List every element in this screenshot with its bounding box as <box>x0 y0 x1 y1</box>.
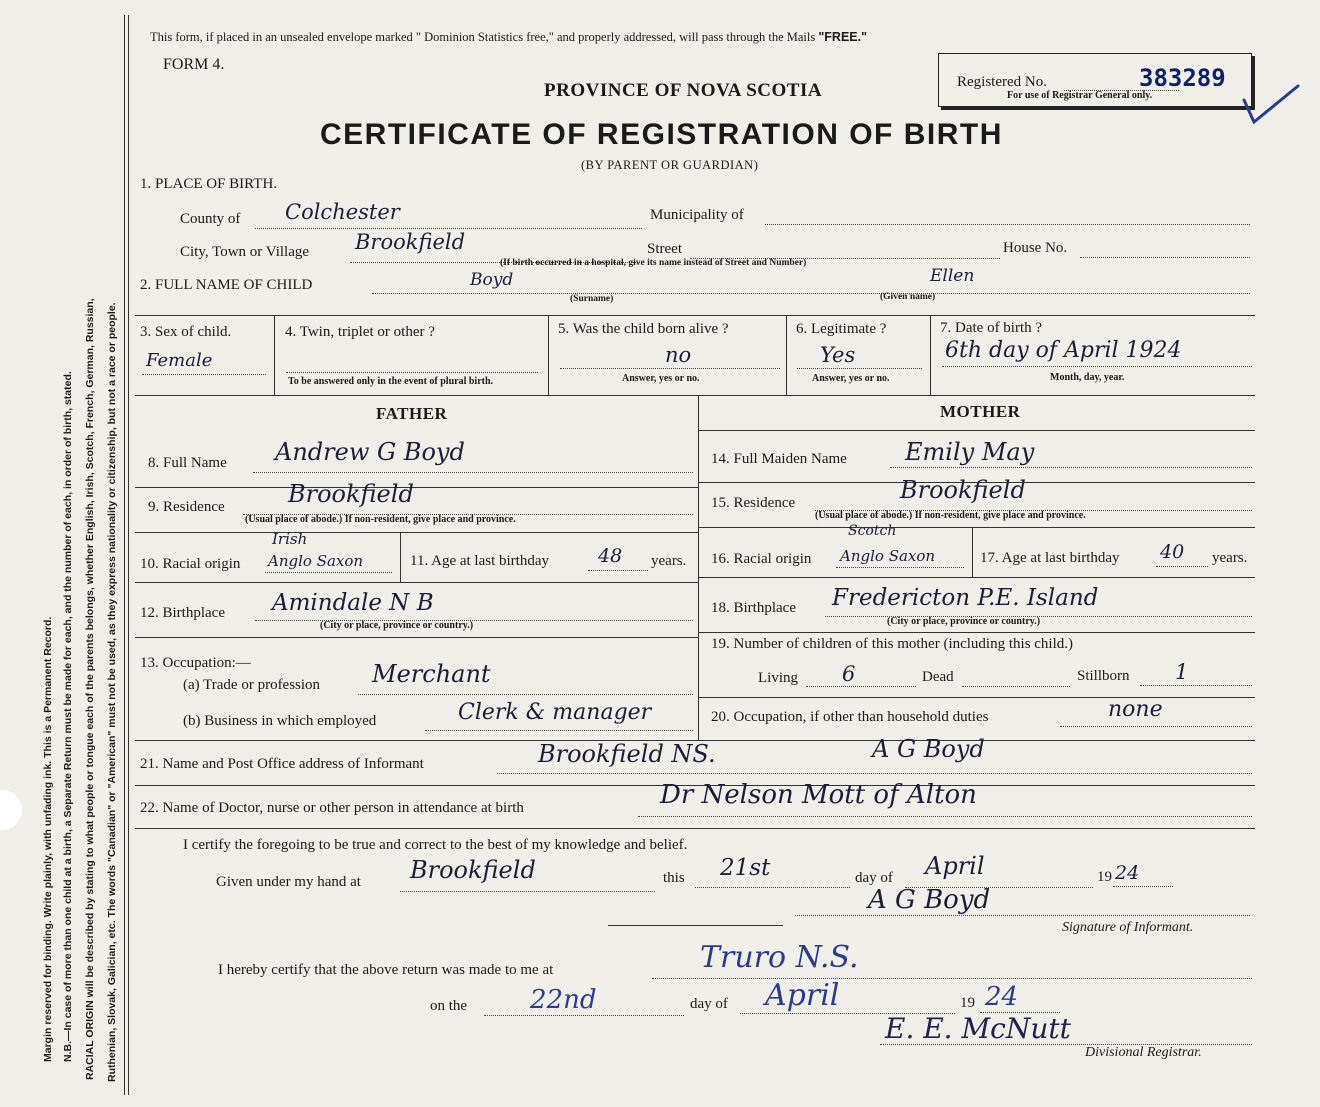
registered-label: Registered No. <box>957 74 1047 90</box>
certify-this-label: this <box>663 870 685 886</box>
mother-row-rule5 <box>698 697 1255 698</box>
registrar-year-prefix: 19 <box>960 995 975 1011</box>
house-no-label: House No. <box>1003 240 1068 256</box>
row3-div4 <box>930 315 931 395</box>
child-given-name-value: Ellen <box>930 266 975 286</box>
mother-birthplace-label: 18. Birthplace <box>711 600 796 616</box>
row3-div1 <box>274 315 275 395</box>
mail-note-text: This form, if placed in an unsealed envelope marked " Dominion Statistics free," and properly addressed, will pass through the Mails <box>150 30 816 44</box>
father-age-value: 48 <box>598 545 623 567</box>
margin-note-racial-origin-cont: Ruthenian, Slovak, Galician, etc. The words "Canadian" or "American" must not be used, as they express nationality or citizenship, but not a race or people. <box>106 302 118 1082</box>
municipality-label: Municipality of <box>650 207 744 223</box>
registrar-day-value: 22nd <box>530 985 597 1015</box>
margin-rule-outer <box>124 15 125 1095</box>
mother-racial-label: 16. Racial origin <box>711 551 812 567</box>
county-label: County of <box>180 211 241 227</box>
informant-signature-caption: Signature of Informant. <box>1062 920 1194 935</box>
punch-hole <box>0 790 22 830</box>
certify-day-line <box>695 887 850 888</box>
registered-note: For use of Registrar General only. <box>1007 90 1153 101</box>
certify-day-of-label: day of <box>855 870 893 886</box>
margin-note-multiple-births: N.B.—In case of more than one child at a birth, a Separate Return must be made for each, and the number of each, in order of birth, stated. <box>62 371 74 1062</box>
registrar-day-line <box>484 1015 684 1016</box>
certify-year-prefix: 19 <box>1097 869 1112 885</box>
registrar-signature-caption: Divisional Registrar. <box>1085 1045 1202 1060</box>
mother-row-rule3 <box>698 577 1255 578</box>
father-racial-value: Anglo Saxon <box>268 552 364 570</box>
check-mark-icon <box>1240 80 1310 145</box>
row3-top-rule <box>135 315 1255 316</box>
living-label: Living <box>758 670 798 686</box>
father-birthplace-label: 12. Birthplace <box>140 605 225 621</box>
living-line <box>806 686 916 687</box>
father-age-unit: years. <box>651 553 687 569</box>
mother-residence-label: 15. Residence <box>711 495 796 511</box>
county-value: Colchester <box>285 200 400 224</box>
margin-rule-inner <box>128 15 129 1095</box>
mother-age-line <box>1156 566 1208 567</box>
row3-div3 <box>786 315 787 395</box>
father-trade-line <box>358 694 693 695</box>
father-racial-top-value: Irish <box>272 530 308 548</box>
mother-occupation-label: 20. Occupation, if other than household duties <box>711 709 989 725</box>
certify-day-value: 21st <box>720 855 771 881</box>
stillborn-line <box>1140 685 1252 686</box>
certify-short-rule <box>608 925 783 926</box>
alive-note: Answer, yes or no. <box>622 373 700 384</box>
father-birthplace-note: (City or place, province or country.) <box>320 620 474 631</box>
doctor-bottom-rule <box>135 828 1255 829</box>
city-value: Brookfield <box>355 230 466 254</box>
informant-line <box>497 773 1252 774</box>
legitimate-label: 6. Legitimate ? <box>796 321 887 337</box>
dob-line <box>942 366 1252 367</box>
doctor-line <box>638 816 1252 817</box>
father-birthplace-value: Amindale N B <box>272 590 434 616</box>
father-age-label: 11. Age at last birthday <box>410 553 549 569</box>
street-label: Street <box>647 241 682 257</box>
stillborn-label: Stillborn <box>1077 668 1130 684</box>
mother-birthplace-note: (City or place, province or country.) <box>887 616 1041 627</box>
child-name-line <box>372 293 1250 294</box>
father-occupation-label: 13. Occupation:— <box>140 655 251 671</box>
father-business-line <box>425 730 693 731</box>
mother-children-label: 19. Number of children of this mother (including this child.) <box>711 636 1074 652</box>
mother-occupation-value: none <box>1108 697 1163 722</box>
dob-label: 7. Date of birth ? <box>940 320 1043 336</box>
mother-row-rule2 <box>698 527 1255 528</box>
sex-line <box>142 374 266 375</box>
county-line <box>255 228 642 229</box>
certify-year-line <box>1113 886 1173 887</box>
certify-place-value: Brookfield <box>410 856 536 884</box>
child-name-label: 2. FULL NAME OF CHILD <box>140 277 313 293</box>
certificate-subtitle: (BY PARENT OR GUARDIAN) <box>581 158 759 172</box>
dob-value: 6th day of April 1924 <box>945 338 1182 363</box>
informant-name-value: A G Boyd <box>872 735 985 763</box>
dob-note: Month, day, year. <box>1050 372 1125 383</box>
father-heading: FATHER <box>376 404 448 423</box>
municipality-line <box>765 224 1250 225</box>
parents-divider <box>698 395 699 740</box>
mother-age-label: 17. Age at last birthday <box>980 550 1120 566</box>
house-no-line <box>1080 257 1250 258</box>
mother-racial-value: Anglo Saxon <box>840 547 936 565</box>
father-row-rule4 <box>135 637 698 638</box>
mother-name-label: 14. Full Maiden Name <box>711 451 847 467</box>
father-row-rule3 <box>135 582 698 583</box>
mother-top-rule <box>698 430 1255 431</box>
father-business-value: Clerk & manager <box>458 700 652 725</box>
place-of-birth-label: 1. PLACE OF BIRTH. <box>140 176 278 192</box>
registrar-statement: I hereby certify that the above return was made to me at <box>218 962 554 978</box>
hospital-note: (If birth occurred in a hospital, give its name instead of Street and Number) <box>500 258 807 268</box>
legitimate-value: Yes <box>820 343 856 367</box>
city-label: City, Town or Village <box>180 244 310 260</box>
surname-caption: (Surname) <box>570 294 614 304</box>
form-number: FORM 4. <box>163 56 225 73</box>
father-row-rule2 <box>135 532 698 533</box>
father-row-rule1 <box>135 487 698 488</box>
mother-racial-line <box>836 567 964 568</box>
informant-signature-value: A G Boyd <box>868 885 991 915</box>
dead-line <box>962 686 1070 687</box>
province-title: PROVINCE OF NOVA SCOTIA <box>544 80 823 101</box>
mother-name-value: Emily May <box>905 438 1035 466</box>
mother-heading: MOTHER <box>940 402 1021 421</box>
alive-value: no <box>665 343 692 367</box>
alive-label: 5. Was the child born alive ? <box>558 321 729 337</box>
father-trade-value: Merchant <box>372 660 491 688</box>
registered-box <box>938 53 1252 107</box>
living-value: 6 <box>842 662 856 686</box>
father-trade-label: (a) Trade or profession <box>183 677 321 693</box>
father-residence-label: 9. Residence <box>148 499 225 515</box>
mother-birthplace-value: Fredericton P.E. Island <box>832 585 1099 611</box>
mother-residence-note: (Usual place of abode.) If non-resident, give place and province. <box>815 510 1086 521</box>
father-name-label: 8. Full Name <box>148 455 227 471</box>
legitimate-line <box>797 368 922 369</box>
father-name-line <box>253 472 693 473</box>
mother-name-line <box>890 467 1252 468</box>
mail-free: "FREE." <box>818 30 868 44</box>
registrar-signature-value: E. E. McNutt <box>885 1012 1071 1045</box>
child-surname-value: Boyd <box>470 270 514 290</box>
registrar-place-value: Truro N.S. <box>700 940 859 975</box>
father-racial-age-divider <box>400 532 401 582</box>
given-under-hand-label: Given under my hand at <box>216 874 361 890</box>
father-racial-label: 10. Racial origin <box>140 556 241 572</box>
informant-signature-line <box>795 915 1250 916</box>
margin-note-binding: Margin reserved for binding. Write plainly, with unfading ink. This is a Permanent Record. <box>42 616 54 1062</box>
father-residence-value: Brookfield <box>288 480 414 508</box>
informant-label: 21. Name and Post Office address of Informant <box>140 756 424 772</box>
sex-label: 3. Sex of child. <box>140 324 232 340</box>
father-name-value: Andrew G Boyd <box>275 438 465 466</box>
registered-value: 383289 <box>1139 64 1226 92</box>
twin-label: 4. Twin, triplet or other ? <box>285 324 435 340</box>
parents-top-rule <box>135 395 1255 396</box>
margin-note-racial-origin: RACIAL ORIGIN will be described by stating to what people or tongue each of the parents belongs, whether English, Irish, Scotch, French, German, Russian, <box>84 298 96 1080</box>
father-business-label: (b) Business in which employed <box>183 713 377 729</box>
twin-line <box>286 372 538 373</box>
father-racial-line <box>265 572 392 573</box>
certify-month-value: April <box>925 852 985 880</box>
mail-note <box>150 30 867 45</box>
mother-residence-value: Brookfield <box>900 476 1026 504</box>
twin-note: To be answered only in the event of plural birth. <box>288 376 494 387</box>
certify-year-value: 24 <box>1115 862 1140 884</box>
alive-line <box>560 368 780 369</box>
registrar-month-value: April <box>765 978 840 1013</box>
father-age-line <box>588 570 648 571</box>
legitimate-note: Answer, yes or no. <box>812 373 890 384</box>
sex-value: Female <box>146 350 213 371</box>
mother-racial-age-divider <box>972 527 973 577</box>
certificate-title: CERTIFICATE OF REGISTRATION OF BIRTH <box>320 118 1003 151</box>
mother-row-rule4 <box>698 632 1255 633</box>
dead-label: Dead <box>922 669 954 685</box>
doctor-label: 22. Name of Doctor, nurse or other person in attendance at birth <box>140 800 524 816</box>
mother-age-value: 40 <box>1160 541 1185 563</box>
mother-racial-top-value: Scotch <box>848 523 897 539</box>
certify-place-line <box>400 891 655 892</box>
doctor-value: Dr Nelson Mott of Alton <box>660 780 977 810</box>
mother-age-unit: years. <box>1212 550 1248 566</box>
stillborn-value: 1 <box>1175 660 1189 684</box>
father-residence-note: (Usual place of abode.) If non-resident, give place and province. <box>245 514 516 525</box>
given-name-caption: (Given name) <box>880 292 936 302</box>
registrar-on-the-label: on the <box>430 998 468 1014</box>
informant-address-value: Brookfield NS. <box>538 740 716 768</box>
mother-occupation-line <box>1060 726 1252 727</box>
row3-div2 <box>548 315 549 395</box>
certify-statement: I certify the foregoing to be true and correct to the best of my knowledge and belief. <box>183 837 688 853</box>
registrar-place-line <box>652 978 1252 979</box>
registrar-day-of-label: day of <box>690 996 728 1012</box>
registrar-year-value: 24 <box>985 982 1019 1012</box>
